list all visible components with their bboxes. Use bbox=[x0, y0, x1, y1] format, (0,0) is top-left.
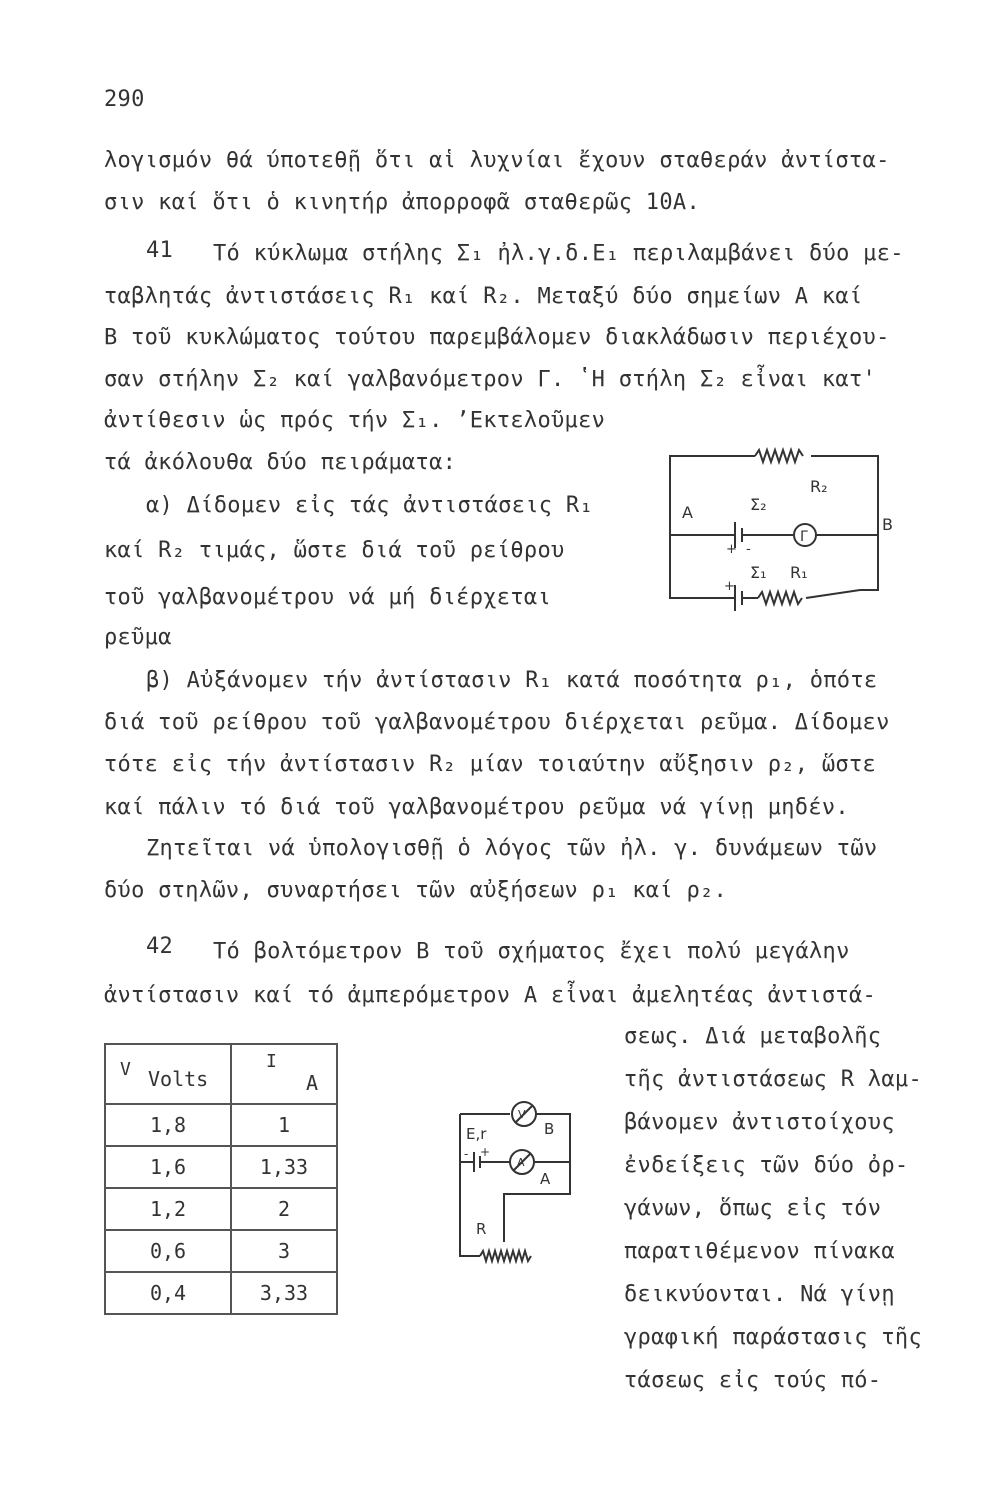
text-line: Τό κύκλωμα στήλης Σ₁ ἠλ.γ.δ.Ε₁ περιλαμβάνει δύο με- bbox=[213, 241, 904, 266]
minus-sign: - bbox=[464, 1147, 469, 1161]
table-row bbox=[105, 1104, 337, 1146]
label-r2: R₂ bbox=[810, 477, 828, 496]
text-line: σαν στήλην Σ₂ καί γαλβανόμετρον Γ. ʽΗ στήλη Σ₂ εἶναι κατ' bbox=[104, 367, 877, 392]
text-line: τοῦ γαλβανομέτρου νά μή διέρχεται bbox=[104, 585, 551, 610]
text-line: Β τοῦ κυκλώματος τούτου παρεμβάλομεν διακλάδωσιν περιέχου- bbox=[104, 325, 890, 350]
label-emf: Ε,r bbox=[466, 1125, 487, 1143]
header-voltage: V Volts bbox=[105, 1044, 231, 1104]
text-line: δύο στηλῶν, συναρτήσει τῶν αὐξήσεων ρ₁ καί ρ₂. bbox=[104, 878, 728, 903]
voltmeter-symbol: V bbox=[518, 1108, 526, 1121]
text-line: ἀντίστασιν καί τό ἀμπερόμετρον Α εἶναι ἀμελητέας ἀντιστά- bbox=[104, 983, 877, 1008]
label-galvanometer: Γ bbox=[800, 529, 808, 545]
label-b: B bbox=[882, 515, 893, 534]
label-voltmeter-b: Β bbox=[544, 1120, 555, 1138]
text-line: τότε εἰς τήν ἀντίστασιν R₂ μίαν τοιαύτην αὔξησιν ρ₂, ὥστε bbox=[104, 752, 877, 777]
page-number: 290 bbox=[104, 87, 145, 112]
text-line: παρατιθέμενον πίνακα bbox=[624, 1239, 895, 1264]
cell-voltage: 1,6 bbox=[105, 1146, 231, 1188]
plus-sign: + bbox=[480, 1145, 491, 1159]
text-line: Τό βολτόμετρον Β τοῦ σχήματος ἔχει πολύ μεγάλην bbox=[213, 939, 850, 964]
cell-current: 1 bbox=[231, 1104, 337, 1146]
text-line: τῆς ἀντιστάσεως R λαμ- bbox=[624, 1067, 922, 1092]
text-line: α) Δίδομεν εἰς τάς ἀντιστάσεις R₁ bbox=[146, 493, 593, 518]
text-line: καί R₂ τιμάς, ὥστε διά τοῦ ρείθρου bbox=[104, 538, 565, 563]
plus-sign: + bbox=[724, 579, 735, 594]
problem-number: 42 bbox=[146, 934, 174, 959]
cell-current: 2 bbox=[231, 1188, 337, 1230]
cell-current: 3,33 bbox=[231, 1272, 337, 1314]
label-ammeter-a: Α bbox=[540, 1170, 551, 1188]
text-line: ἐνδείξεις τῶν δύο ὀρ- bbox=[624, 1153, 909, 1178]
text-line: βάνομεν ἀντιστοίχους bbox=[624, 1110, 895, 1135]
ammeter-symbol: A bbox=[517, 1156, 525, 1169]
problem-number: 41 bbox=[146, 238, 174, 263]
text-line: σεως. Διά μεταβολῆς bbox=[624, 1024, 882, 1049]
text-line: σιν καί ὅτι ὁ κινητήρ ἀπορροφᾶ σταθερῶς 10Α. bbox=[104, 190, 700, 215]
cell-current: 3 bbox=[231, 1230, 337, 1272]
text-line: καί πάλιν τό διά τοῦ γαλβανομέτρου ρεῦμα νά γίνῃ μηδέν. bbox=[104, 795, 849, 820]
header-current: I A bbox=[231, 1044, 337, 1104]
label-sigma2: Σ₂ bbox=[750, 495, 767, 514]
text-line: δεικνύονται. Νά γίνῃ bbox=[624, 1282, 895, 1307]
text-line: ρεῦμα bbox=[104, 625, 172, 650]
plus-sign: + bbox=[726, 542, 737, 557]
minus-sign: - bbox=[746, 542, 751, 557]
text-line: ἀντίθεσιν ὡς πρός τήν Σ₁. ʼΕκτελοῦμεν bbox=[104, 408, 606, 433]
text-line: β) Αὐξάνομεν τήν ἀντίστασιν R₁ κατά ποσότητα ρ₁, ὁπότε bbox=[146, 668, 878, 693]
text-line: τά ἀκόλουθα δύο πειράματα: bbox=[104, 450, 457, 475]
table-row bbox=[105, 1146, 337, 1188]
table-header-row bbox=[105, 1044, 337, 1104]
cell-voltage: 0,6 bbox=[105, 1230, 231, 1272]
text-line: ταβλητάς ἀντιστάσεις R₁ καί R₂. Μεταξύ δύο σημείων Α καί bbox=[104, 284, 863, 309]
label-r1: R₁ bbox=[790, 563, 808, 582]
cell-voltage: 0,4 bbox=[105, 1272, 231, 1314]
cell-current: 1,33 bbox=[231, 1146, 337, 1188]
data-table bbox=[104, 1043, 338, 1315]
cell-voltage: 1,2 bbox=[105, 1188, 231, 1230]
text-line: διά τοῦ ρείθρου τοῦ γαλβανομέτρου διέρχεται ρεῦμα. Δίδομεν bbox=[104, 710, 890, 735]
text-line: γάνων, ὅπως εἰς τόν bbox=[624, 1196, 882, 1221]
text-line: λογισμόν θά ύποτεθῇ ὅτι αἱ λυχνίαι ἔχουν σταθεράν ἀντίστα- bbox=[104, 148, 890, 173]
label-sigma1: Σ₁ bbox=[750, 563, 767, 582]
text-line: γραφική παράστασις τῆς bbox=[624, 1325, 922, 1350]
label-r: R bbox=[476, 1220, 487, 1238]
cell-voltage: 1,8 bbox=[105, 1104, 231, 1146]
table-row bbox=[105, 1272, 337, 1314]
text-line: Ζητεῖται νά ὑπολογισθῇ ὁ λόγος τῶν ἠλ. γ. δυνάμεων τῶν bbox=[146, 836, 878, 861]
table-row bbox=[105, 1230, 337, 1272]
label-a: A bbox=[682, 503, 693, 522]
circuit-diagram-41 bbox=[660, 440, 893, 620]
circuit-diagram-42 bbox=[432, 1094, 582, 1274]
text-line: τάσεως εἰς τούς πό- bbox=[624, 1368, 882, 1393]
table-row bbox=[105, 1188, 337, 1230]
